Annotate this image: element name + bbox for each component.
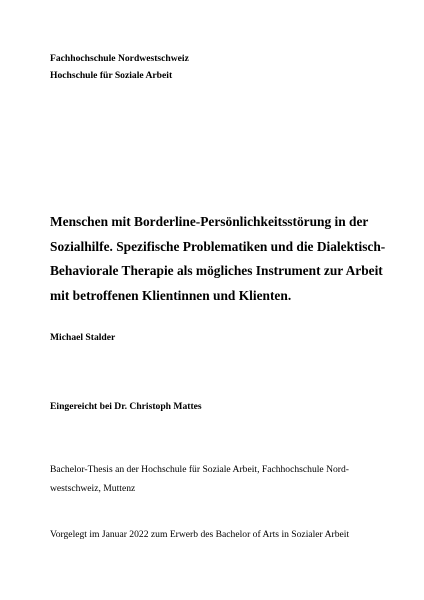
title-line: Menschen mit Borderline-Persönlichkeitsstörung in der <box>50 214 369 229</box>
school-name: Hochschule für Soziale Arbeit <box>50 70 173 81</box>
thesis-title <box>50 210 386 308</box>
thesis-description <box>50 460 380 498</box>
thesis-line: Bachelor-Thesis an der Hochschule für Soziale Arbeit, Fachhochschule Nord- <box>50 464 349 475</box>
supervisor-line: Eingereicht bei Dr. Christoph Mattes <box>50 401 202 412</box>
institution-header <box>50 50 380 84</box>
thesis-line: westschweiz, Muttenz <box>50 483 136 494</box>
institution-name: Fachhochschule Nordwestschweiz <box>50 53 189 64</box>
title-line: Sozialhilfe. Spezifische Problematiken und die Dialektisch- <box>50 238 386 254</box>
author-name: Michael Stalder <box>50 332 116 343</box>
title-line: mit betroffenen Klientinnen und Klienten. <box>50 287 292 303</box>
submission-note: Vorgelegt im Januar 2022 zum Erwerb des Bachelor of Arts in Sozialer Arbeit <box>50 529 350 540</box>
title-line: Behaviorale Therapie als mögliches Instrument zur Arbeit <box>50 263 383 278</box>
